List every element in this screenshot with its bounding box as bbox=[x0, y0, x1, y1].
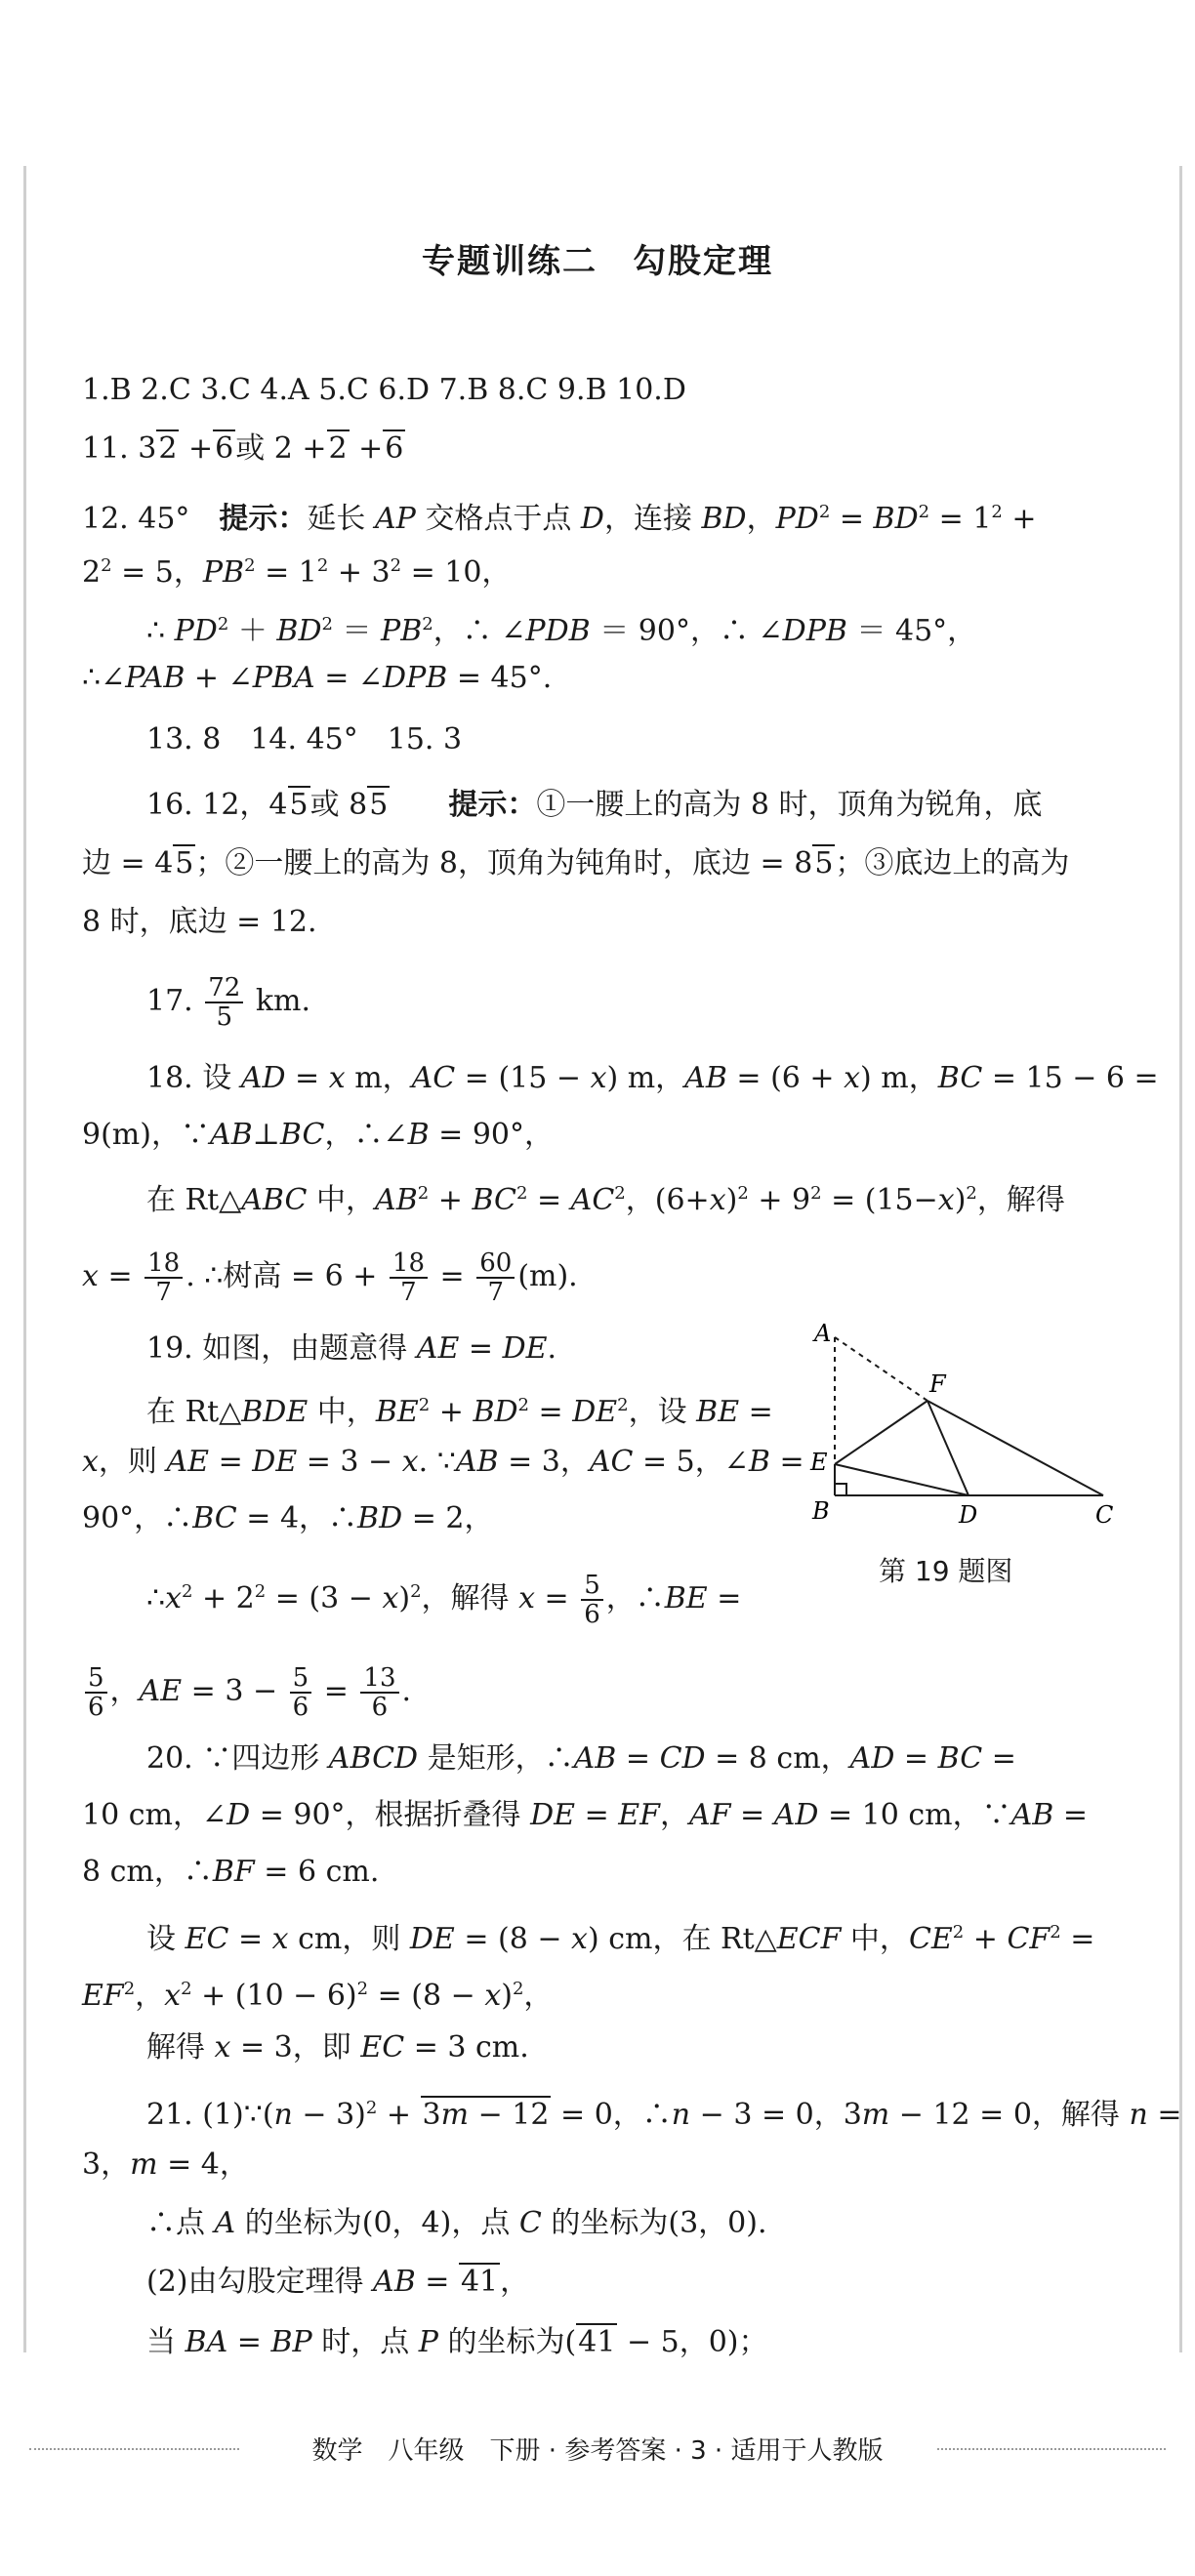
answer-16-line3: 8 时，底边 = 12. bbox=[82, 905, 317, 939]
answer-21-line5: 当 BA = BP 时，点 P 的坐标为(41 − 5，0)； bbox=[146, 2325, 768, 2359]
answer-20-line1: 20. ∵四边形 ABCD 是矩形，∴AB = CD = 8 cm，AD = BC = bbox=[146, 1741, 1016, 1776]
answer-19-line3: x，则 AE = DE = 3 − x. ∵AB = 3，AC = 5，∠B = bbox=[82, 1445, 804, 1479]
answer-21-line1: 21. (1)∵(n − 3)$^2$ + 3m − 12 = 0，∴n − 3 = 0，3m − 12 = 0，解得 n = bbox=[146, 2098, 1182, 2132]
answer-20-line4: 设 EC = x cm，则 DE = (8 − x) cm，在 Rt△ECF 中，$CE^2 + CF^2$ = bbox=[146, 1922, 1095, 1956]
right-angle-mark bbox=[835, 1484, 846, 1495]
segment-ed bbox=[835, 1464, 968, 1495]
segment-ef bbox=[835, 1401, 927, 1464]
segment-fd bbox=[927, 1401, 968, 1495]
label-a: A bbox=[814, 1320, 832, 1347]
label-c: C bbox=[1095, 1501, 1114, 1529]
answer-19-line5: $\therefore x^2 + 2^2 = (3 - x)^2$，解得 x = $\frac{5}{6}$ ，∴BE = bbox=[146, 1571, 742, 1629]
label-d: D bbox=[959, 1501, 978, 1529]
page-footer: 数学 八年级 下册 · 参考答案 · 3 · 适用于人教版 bbox=[311, 2436, 884, 2466]
answer-21-line2: 3，m = 4， bbox=[82, 2147, 249, 2182]
answer-19-line6: $\frac{5}{6}$ ，AE = 3 − $\frac{5}{6}$ = $\frac{13}{6}$ . bbox=[82, 1664, 1117, 1721]
answer-12-line1: 12. 45° 提示：延长 AP 交格点于点 D，连接 BD，$PD^2 = BD^2 = 1^2$ + bbox=[82, 502, 1037, 536]
answer-21-line4: (2)由勾股定理得 AB = 41， bbox=[146, 2265, 530, 2299]
answers-1-10: 1.B 2.C 3.C 4.A 5.C 6.D 7.B 8.C 9.B 10.D bbox=[82, 373, 686, 407]
answer-20-line2: 10 cm，∠D = 90°，根据折叠得 DE = EF，AF = AD = 10 cm，∵AB = bbox=[82, 1798, 1088, 1832]
left-border-line bbox=[23, 166, 26, 2352]
answer-16-line1: 16. 12，45或 85 提示：①一腰上的高为 8 时，顶角为锐角，底 bbox=[146, 788, 1043, 822]
answer-21-line3: ∴点 A 的坐标为(0，4)，点 C 的坐标为(3，0). bbox=[146, 2206, 767, 2240]
label-e: E bbox=[810, 1449, 828, 1476]
segment-af-dashed bbox=[835, 1337, 927, 1401]
answer-19-line1: 19. 如图，由题意得 AE = DE. bbox=[146, 1331, 557, 1366]
answer-19-line2: 在 Rt△BDE 中，$BE^2 + BD^2 = DE^2$，设 BE = bbox=[146, 1395, 773, 1429]
answer-18-line4: x = $\frac{18}{7}$ . ∴树高 = 6 + $\frac{18}{7}$ = $\frac{60}{7}$ (m). bbox=[82, 1248, 578, 1307]
answer-20-line5: $EF^2$，$x^2 + (10 - 6)^2 = (8 - x)^2$， bbox=[82, 1979, 554, 2013]
tip-label: 提示： bbox=[448, 788, 537, 822]
answer-11: 11. 32 +6或 2 +2 +6 bbox=[82, 431, 404, 466]
answer-12-line4: ∴∠PAB + ∠PBA = ∠DPB = 45°. bbox=[82, 661, 553, 695]
tip-label: 提示： bbox=[219, 502, 308, 536]
answer-18-line2: 9(m)，∵AB⊥BC，∴∠B = 90°， bbox=[82, 1118, 555, 1152]
figure-caption: 第 19 题图 bbox=[879, 1555, 1013, 1587]
answers-13-15: 13. 8 14. 45° 15. 3 bbox=[146, 722, 463, 756]
label-f: F bbox=[929, 1370, 946, 1398]
figure-19 bbox=[801, 1318, 1123, 1581]
answer-17: 17. $\frac{72}{5}$ km. bbox=[146, 973, 311, 1032]
answer-19-line4: 90°，∴BC = 4，∴BD = 2， bbox=[82, 1501, 494, 1535]
answer-20-line6: 解得 x = 3，即 EC = 3 cm. bbox=[146, 2030, 529, 2065]
answer-20-line3: 8 cm，∴BF = 6 cm. bbox=[82, 1855, 380, 1889]
answer-18-line1: 18. 设 AD = x m，AC = (15 − x) m，AB = (6 + x) m，BC = 15 − 6 = bbox=[146, 1061, 1159, 1095]
label-b: B bbox=[812, 1497, 830, 1525]
answer-12-line2: $2^2 = 5$，$PB^2 = 1^2 + 3^2 = 10$， bbox=[82, 555, 512, 590]
answer-16-line2: 边 = 45；②一腰上的高为 8，顶角为钝角时，底边 = 85；③底边上的高为 bbox=[82, 846, 1070, 880]
segment-fc bbox=[927, 1401, 1103, 1495]
answer-18-line3: 在 Rt△ABC 中，$AB^2 + BC^2 = AC^2$，$(6+x)^2 + 9^2 = (15-x)^2$，解得 bbox=[146, 1183, 1065, 1217]
answer-12-line3: ∴ $PD^2 + BD^2 = PB^2$，∴ ∠PDB ＝ 90°，∴ ∠DPB ＝ 45°， bbox=[146, 614, 977, 648]
page-title: 专题训练二 勾股定理 bbox=[422, 242, 773, 281]
right-border-line bbox=[1179, 166, 1182, 2352]
